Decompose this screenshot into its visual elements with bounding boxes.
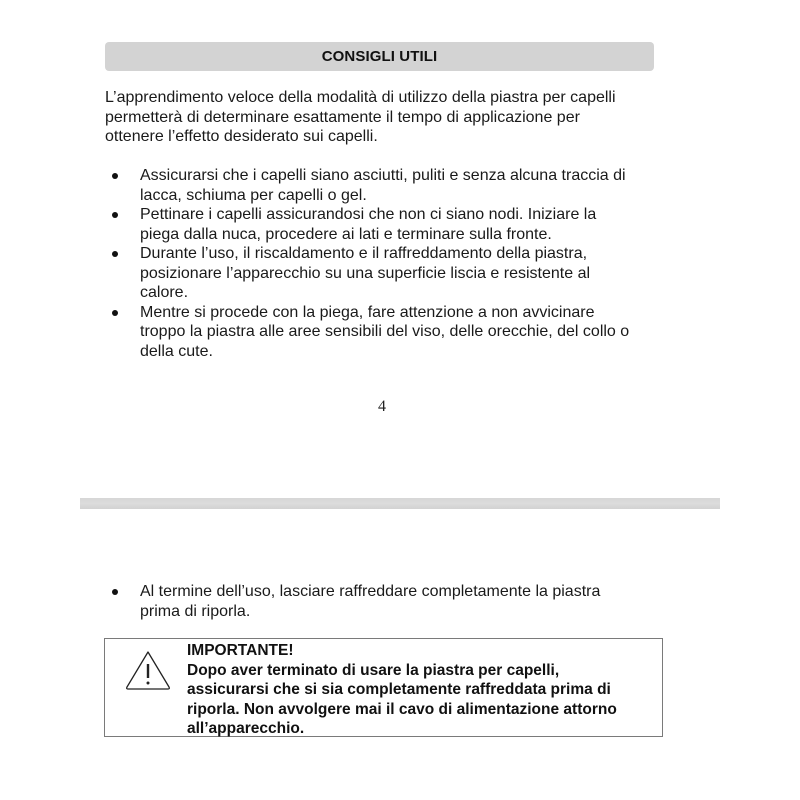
tips-list — [105, 166, 665, 361]
warning-line: all’apparecchio. — [187, 720, 305, 737]
list-item — [105, 582, 665, 621]
warning-text — [187, 641, 657, 739]
warning-line: riporla. Non avvolgere mai il cavo di alimentazione attorno — [187, 700, 617, 718]
page-break-divider — [80, 498, 720, 509]
list-item-line: della cute. — [140, 342, 213, 360]
list-item — [105, 205, 665, 244]
list-item-line: Mentre si procede con la piega, fare attenzione a non avvicinare — [140, 303, 595, 321]
warning-line: assicurarsi che si sia completamente raffreddata prima di — [187, 681, 611, 698]
list-item-line: lacca, schiuma per capelli o gel. — [140, 186, 367, 204]
warning-box — [104, 638, 663, 737]
list-item-line: piega dalla nuca, procedere ai lati e terminare sulla fronte. — [140, 225, 552, 243]
list-item-line: troppo la piastra alle aree sensibili del viso, delle orecchie, del collo o — [140, 323, 630, 340]
section-header — [105, 42, 654, 71]
section-title: CONSIGLI UTILI — [321, 48, 438, 65]
bullet-icon — [112, 589, 118, 595]
list-item-line: Assicurarsi che i capelli siano asciutti, puliti e senza alcuna traccia di — [140, 167, 626, 184]
intro-paragraph — [105, 88, 645, 147]
warning-line: Dopo aver terminato di usare la piastra per capelli, — [187, 661, 560, 679]
list-item-line: calore. — [140, 284, 189, 301]
page-number: 4 — [378, 398, 386, 415]
intro-line: L’apprendimento veloce della modalità di utilizzo della piastra per capelli — [105, 89, 616, 106]
list-item-line: Al termine dell’uso, lasciare raffreddare completamente la piastra — [140, 583, 601, 600]
bullet-icon — [112, 212, 118, 218]
bullet-icon — [112, 310, 118, 316]
list-item-line: prima di riporla. — [140, 602, 251, 620]
warning-triangle-icon — [125, 650, 171, 690]
list-item-line: Pettinare i capelli assicurandosi che non ci siano nodi. Iniziare la — [140, 206, 597, 223]
list-item — [105, 244, 665, 303]
bullet-icon — [112, 251, 118, 257]
intro-line: permetterà di determinare esattamente il tempo di applicazione per — [105, 108, 580, 126]
list-item-line: Durante l’uso, il riscaldamento e il raffreddamento della piastra, — [140, 245, 588, 262]
after-use-list — [105, 582, 665, 621]
bullet-icon — [112, 173, 118, 179]
list-item — [105, 166, 665, 205]
warning-title: IMPORTANTE! — [187, 642, 294, 659]
intro-line: ottenere l’effetto desiderato sui capelli. — [105, 128, 378, 145]
list-item — [105, 303, 665, 362]
list-item-line: posizionare l’apparecchio su una superficie liscia e resistente al — [140, 264, 591, 282]
